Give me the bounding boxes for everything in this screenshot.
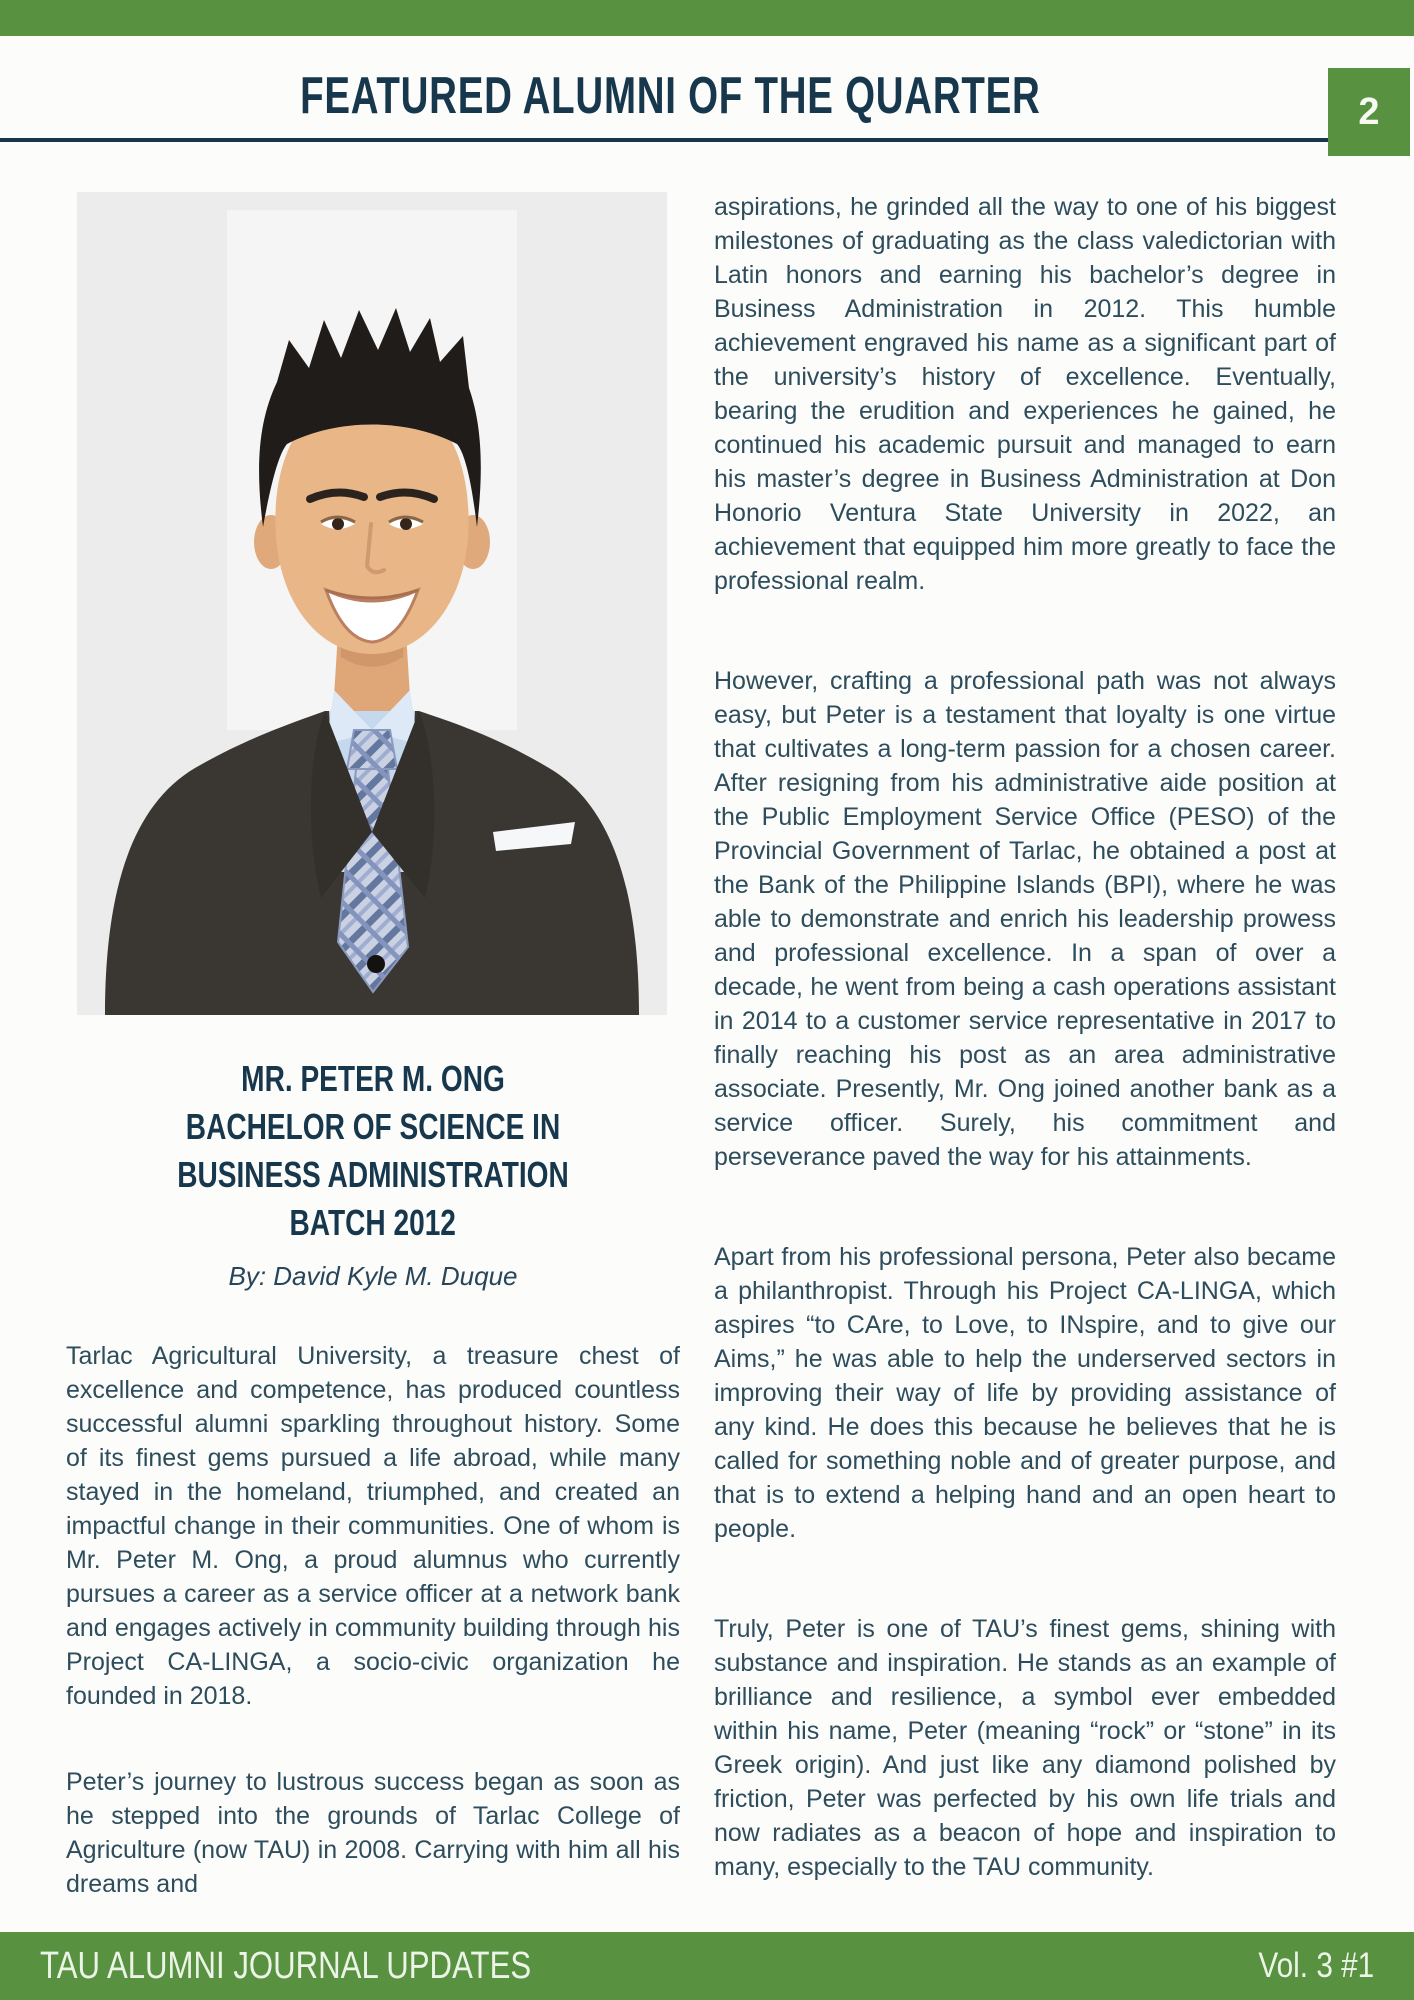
page-title-text: FEATURED ALUMNI OF THE QUARTER — [299, 67, 1041, 125]
right-paragraph-3: Apart from his professional persona, Peter also became a philanthropist. Through his Project CA-LINGA, which aspires “to CAre, to Love, to INspire, and to give our Aims,” he was able to help the underserved sectors in improving their way of life by providing assistance of any kind. He does this because he believes that he is called for something noble and of greater purpose, and that is to extend a helping hand and an open heart to people. — [714, 1243, 1336, 1543]
right-paragraph-2: However, crafting a professional path was not always easy, but Peter is a testament that loyalty is one virtue that cultivates a long-term passion for a chosen career. After resigning from his administrative aide position at the Public Employment Service Office (PESO) of the Provincial Government of Tarlac, he obtained a post at the Bank of the Philippine Islands (BPI), where he was able to demonstrate and enrich his leadership prowess and professional excellence. In a span of over a decade, he went from being a cash operations assistant in 2014 to a customer service representative in 2017 to finally reaching his post as an area administrative associate. Presently, Mr. Ong joined another bank as a service officer. Surely, his commitment and perseverance paved the way for his attainments. — [714, 667, 1336, 1171]
alumni-name: MR. PETER M. ONG — [241, 1058, 505, 1099]
portrait-illustration — [77, 192, 667, 1015]
left-paragraph-1: Tarlac Agricultural University, a treasure chest of excellence and competence, has produced countless successful alumni sparkling throughout history. Some of its finest gems pursued a life abroad, while many stayed in the homeland, triumphed, and created an impactful change in their communities. One of whom is Mr. Peter M. Ong, a proud alumnus who currently pursues a career as a service officer at a network bank and engages actively in community building through his Project CA-LINGA, a socio-civic organization he founded in 2018. — [66, 1342, 680, 1710]
page-footer — [0, 1932, 1414, 2000]
page-title — [0, 66, 1340, 126]
left-column — [66, 192, 680, 1901]
top-accent-bar — [0, 0, 1414, 36]
article-byline: By: David Kyle M. Duque — [228, 1261, 518, 1291]
footer-journal-title: TAU ALUMNI JOURNAL UPDATES — [40, 1944, 532, 1987]
footer-volume-label: Vol. 3 #1 — [1258, 1946, 1374, 1985]
header-divider — [0, 138, 1328, 142]
alumni-degree-line2: BUSINESS ADMINISTRATION — [177, 1154, 569, 1195]
page-number: 2 — [1358, 90, 1380, 133]
left-paragraph-2: Peter’s journey to lustrous success began as soon as he stepped into the grounds of Tarlac College of Agriculture (now TAU) in 2008. Carrying with him all his dreams and — [66, 1768, 680, 1898]
right-paragraph-1: aspirations, he grinded all the way to one of his biggest milestones of graduating as the class valedictorian with Latin honors and earning his bachelor’s degree in Business Administration in 2012. This humble achievement engraved his name as a significant part of the university’s history of excellence. Eventually, bearing the erudition and experiences he gained, he continued his academic pursuit and managed to earn his master’s degree in Business Administration at Don Honorio Ventura State University in 2022, an achievement that equipped him more greatly to face the professional realm. — [714, 193, 1336, 595]
right-column — [714, 190, 1336, 1950]
page-number-badge — [1328, 68, 1410, 156]
alumni-degree-line1: BACHELOR OF SCIENCE IN — [185, 1106, 561, 1147]
right-paragraph-4: Truly, Peter is one of TAU’s finest gems, shining with substance and inspiration. He stands as an example of brilliance and resilience, a symbol ever embedded within his name, Peter (meaning “rock” or “stone” in its Greek origin). And just like any diamond polished by friction, Peter was perfected by his own life trials and now radiates as a beacon of hope and inspiration to many, especially to the TAU community. — [714, 1615, 1336, 1881]
alumni-name-block — [66, 1055, 680, 1247]
alumni-batch: BATCH 2012 — [289, 1202, 457, 1243]
alumni-photo — [77, 192, 667, 1015]
